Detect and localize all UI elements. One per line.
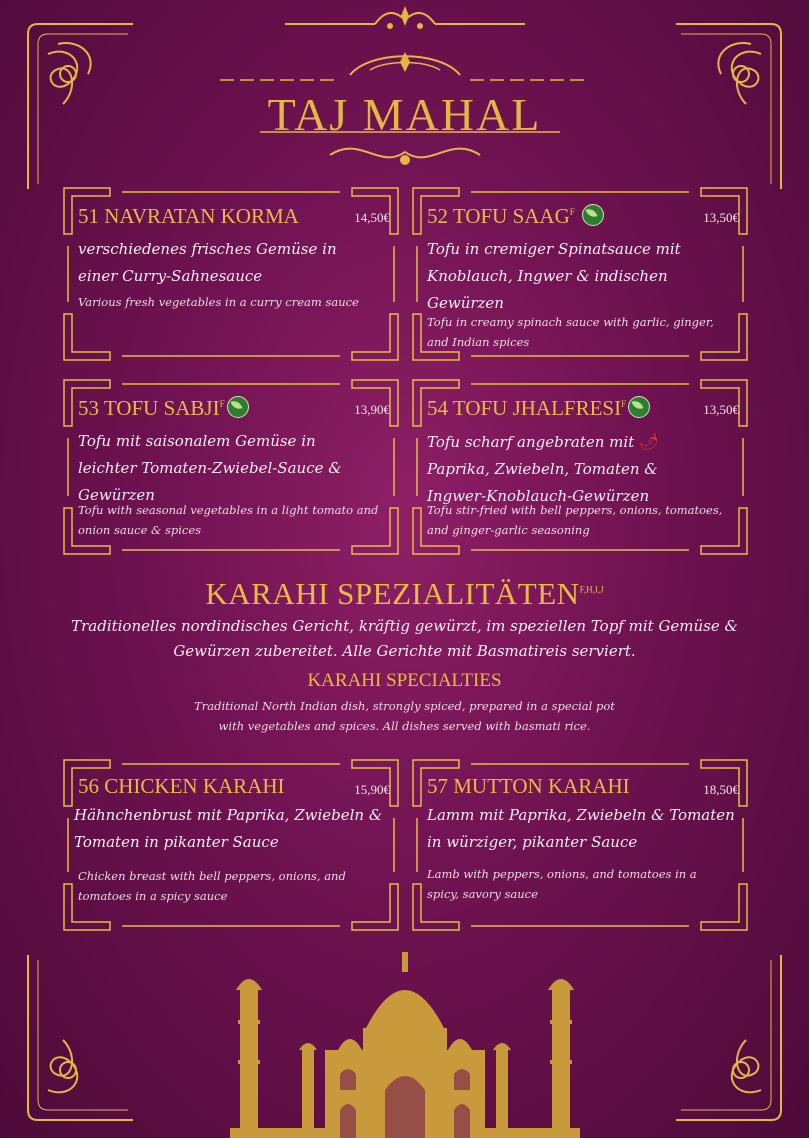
dish-description-en: Chicken breast with bell peppers, onions, and tomatoes in a spicy sauce <box>78 869 346 903</box>
restaurant-title: TAJ MAHAL <box>267 89 542 140</box>
dish-description-de: Tofu mit saisonalem Gemüse in leichter Tomaten-Zwiebel-Sauce & Gewürzen <box>78 432 342 504</box>
vegan-leaf-icon <box>582 204 604 226</box>
dish-title: 57 MUTTON KARAHI <box>427 774 630 798</box>
dish-description-en: Tofu stir-fried with bell peppers, onions, tomatoes, and ginger-garlic seasoning <box>427 503 723 537</box>
corner-flourish-icon <box>671 950 791 1130</box>
corner-flourish-icon <box>18 950 138 1130</box>
dish-title: 51 NAVRATAN KORMA <box>78 204 299 228</box>
dish-description-de: Hähnchenbrust mit Paprika, Zwiebeln & Tomaten in pikanter Sauce <box>74 806 383 851</box>
dish-description-en: Tofu in creamy spinach sauce with garlic, ginger, and Indian spices <box>427 315 714 349</box>
section-description-de: Traditionelles nordindisches Gericht, kräftig gewürzt, im speziellen Topf mit Gemüse & Gewürzen zubereitet. Alle Gerichte mit Basmatireis serviert. <box>71 617 738 660</box>
dish-price: 13,90€ <box>354 402 390 417</box>
dish-card <box>411 758 749 932</box>
dish-description-de: Lamm mit Paprika, Zwiebeln & Tomaten in würziger, pikanter Sauce <box>427 806 735 851</box>
dish-description-en: Various fresh vegetables in a curry cream sauce <box>78 295 359 309</box>
dish-price: 15,90€ <box>354 782 390 797</box>
dish-title: 52 TOFU $SAAG^F$ <box>427 204 604 229</box>
dish-description-en: Lamb with peppers, onions, and tomatoes in a spicy, savory sauce <box>427 867 697 901</box>
dish-price: 13,50€ <box>703 210 739 225</box>
dish-description-en: Tofu with seasonal vegetables in a light tomato and onion sauce & spices <box>78 503 379 537</box>
dish-price: 14,50€ <box>354 210 390 225</box>
vegan-leaf-icon <box>227 396 249 418</box>
dish-card <box>411 378 749 556</box>
dish-card <box>62 186 400 362</box>
dish-price: 18,50€ <box>703 782 739 797</box>
dish-title: 53 TOFU $SABJI^F$ <box>78 396 249 421</box>
top-flourish-icon <box>285 6 525 36</box>
dish-description-de: Tofu scharf angebraten mit 🌶 Paprika, Zwiebeln, Tomaten & Ingwer-Knoblauch-Gewürzen <box>427 432 660 505</box>
dish-price: 13,50€ <box>703 402 739 417</box>
dish-title: 54 TOFU $JHALFRESI^F$ <box>427 396 650 421</box>
section-title: KARAHI $SPEZIALITÄTEN^{F,H,I,J}$ <box>205 576 604 611</box>
dish-description-de: Tofu in cremiger Spinatsauce mit Knoblauch, Ingwer & indischen Gewürzen <box>427 240 681 312</box>
taj-mahal-silhouette <box>230 950 580 1138</box>
dish-card <box>411 186 749 362</box>
dish-card <box>62 758 400 932</box>
dish-title: 56 CHICKEN KARAHI <box>78 774 285 798</box>
dish-description-de: verschiedenes frisches Gemüse in einer Curry-Sahnesauce <box>78 240 337 285</box>
section-description-en: Traditional North Indian dish, strongly spiced, prepared in a special pot with vegetables and spices. All dishes served with basmati rice. <box>194 699 615 733</box>
chili-pepper-icon: 🌶 <box>639 432 660 451</box>
vegan-leaf-icon <box>628 396 650 418</box>
section-subtitle-en: KARAHI SPECIALTIES <box>307 670 502 691</box>
dish-card <box>62 378 400 556</box>
